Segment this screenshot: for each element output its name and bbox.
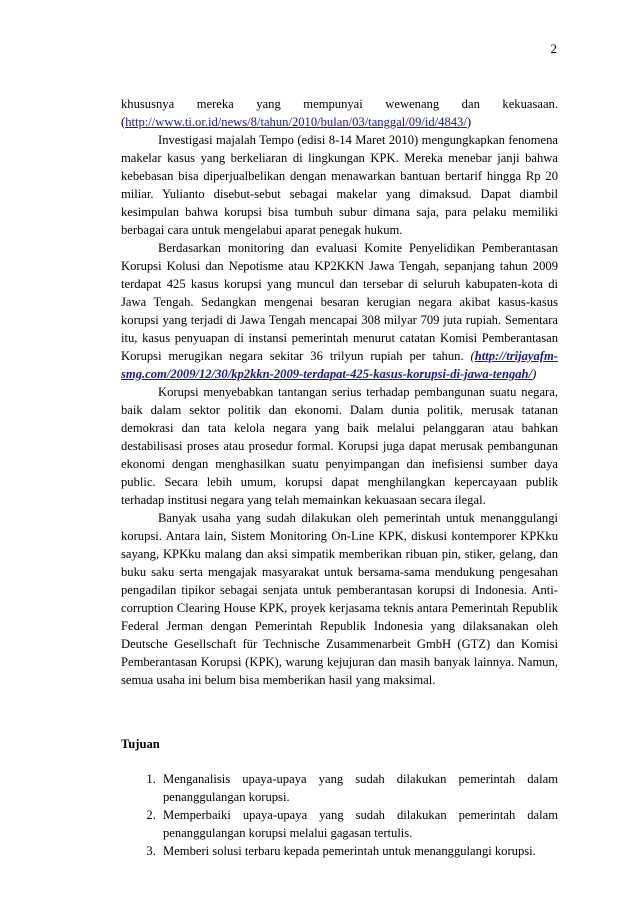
paragraph-3 xyxy=(121,239,558,383)
paragraph-3-text: Berdasarkan monitoring dan evaluasi Komite Penyelidikan Pemberantasan Korupsi Kolusi dan Nepotisme atau KP2KKN Jawa Tengah, sepanjang tahun 2009 terdapat 425 kasus korupsi yang muncul dan tersebar di seluruh kabupaten-kota di Jawa Tengah. Sedangkan mengenai besaran kerugian negara akibat kasus-kasus korupsi yang terjadi di Jawa Tengah mencapai 308 milyar 709 juta rupiah. Sementara itu, kasus penyuapan di instansi pemerintah menurut catatan Komisi Pemberantasan Korupsi merugikan negara sekitar 36 trilyun rupiah per tahun. xyxy=(121,241,558,363)
goals-list xyxy=(121,770,558,860)
link-open-paren: ( xyxy=(121,115,126,129)
goal-item-1: 1. Menganalisis upaya-upaya yang sudah dilakukan pemerintah dalam penanggulangan korupsi. xyxy=(159,770,558,806)
paragraph-5: Banyak usaha yang sudah dilakukan oleh pemerintah untuk menanggulangi korupsi. Antara lain, Sistem Monitoring On-Line KPK, diskusi kontemporer KPKku sayang, KPKku malang dan aksi simpatik memberikan ribuan pin, stiker, gelang, dan buku saku serta mengajak masyarakat untuk bersama-sama mendukung pengesahan pengadilan tipikor sebagai senjata untuk pemberantasan korupsi di Indonesia. Anti-corruption Clearing House KPK, proyek kerjasama teknis antara Pemerintah Republik Federal Jerman dengan Pemerintah Republik Indonesia yang dilaksanakan oleh Deutsche Gesellschaft für Technische Zusammenarbeit GmbH (GTZ) dan Komisi Pemberantasan Korupsi (KPK), warung kejujuran dan masih banyak lainnya. Namun, semua usaha ini belum bisa memberikan hasil yang maksimal. xyxy=(121,511,558,687)
section-heading-tujuan: Tujuan xyxy=(121,737,160,751)
source-link-ti[interactable]: http://www.ti.or.id/news/8/tahun/2010/bulan/03/tanggal/09/id/4843/ xyxy=(125,115,467,129)
link-close-paren: ) xyxy=(466,115,472,129)
paragraph-2: Investigasi majalah Tempo (edisi 8-14 Maret 2010) mengungkapkan fenomena makelar kasus yang berkeliaran di lingkungan KPK. Mereka menebar janji bahwa kebebasan bisa diperjualbelikan dengan menawarkan bantuan bertarif hingga Rp 20 miliar. Yulianto disebut-sebut sebagai makelar yang dimaksud. Dapat diambil kesimpulan bahwa korupsi bisa tumbuh subur dimana saja, para pelaku memiliki berbagai cara untuk mengelabui aparat penegak hukum. xyxy=(121,133,558,237)
page-number: 2 xyxy=(550,41,557,56)
link-open-paren: ( xyxy=(470,349,475,363)
goal-item-2: 2. Memperbaiki upaya-upaya yang sudah dilakukan pemerintah dalam penanggulangan korupsi melalui gagasan tertulis. xyxy=(159,806,558,842)
paragraph-1 xyxy=(121,95,558,131)
goal-item-3: 3. Memberi solusi terbaru kepada pemerintah untuk menanggulangi korupsi. xyxy=(159,842,558,860)
paragraph-1-text: khususnya mereka yang mempunyai wewenang dan kekuasaan. xyxy=(121,97,558,111)
link-close-paren: ) xyxy=(532,367,537,381)
source-link-trijaya[interactable]: http://trijayafm-smg.com/2009/12/30/kp2kkn-2009-terdapat-425-kasus-korupsi-di-jawa-tengah/ xyxy=(121,349,558,381)
paragraph-4: Korupsi menyebabkan tantangan serius terhadap pembangunan suatu negara, baik dalam sektor politik dan ekonomi. Dalam dunia politik, merusak tatanan demokrasi dan tata kelola negara yang baik melalui pelanggaran atau bahkan destabilisasi proses atau prosedur formal. Korupsi juga dapat merusak pembangunan ekonomi dengan menghasilkan suatu penyimpangan dan inefisiensi sumber daya public. Secara lebih umum, korupsi dapat menghilangkan kepercayaan publik terhadap institusi negara yang telah memainkan kekuasaan secara ilegal. xyxy=(121,385,558,507)
document-body xyxy=(121,95,558,860)
